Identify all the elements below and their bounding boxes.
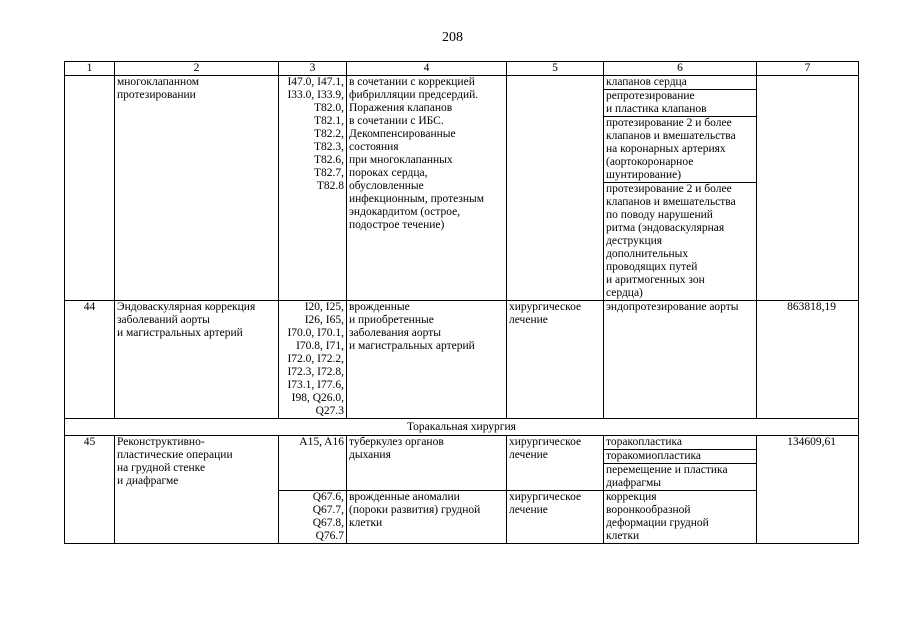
cell-treatment: хирургическое лечение xyxy=(507,491,604,544)
method-item: клапанов сердца xyxy=(604,76,756,90)
cell-care-type: многоклапанном протезировании xyxy=(115,76,279,301)
header-cell: 7 xyxy=(757,62,859,76)
cell-cost: 134609,61 xyxy=(757,436,859,544)
header-cell: 2 xyxy=(115,62,279,76)
cell-model: врожденные и приобретенные заболевания аорты и магистральных артерий xyxy=(347,301,507,419)
cell-method xyxy=(604,76,757,301)
header-cell: 5 xyxy=(507,62,604,76)
cell-method: эндопротезирование аорты xyxy=(604,301,757,419)
table-row-45 xyxy=(65,436,859,491)
cell-model: туберкулез органов дыхания xyxy=(347,436,507,491)
header-cell: 6 xyxy=(604,62,757,76)
cell-cost: 863818,19 xyxy=(757,301,859,419)
cell-treatment: хирургическое лечение xyxy=(507,436,604,491)
cell-treatment: хирургическое лечение xyxy=(507,301,604,419)
cell-treatment xyxy=(507,76,604,301)
medical-care-table xyxy=(64,61,859,544)
cell-method xyxy=(604,436,757,491)
cell-icd-codes: I20, I25, I26, I65, I70.0, I70.1, I70.8, I71, I72.0, I72.2, I72.3, I72.8, I73.1, I77.6, I98, Q26.0, Q27.3 xyxy=(279,301,347,419)
cell-number: 45 xyxy=(65,436,115,544)
page-number: 208 xyxy=(442,30,463,45)
section-title: Торакальная хирургия xyxy=(65,419,859,436)
cell-model: врожденные аномалии (пороки развития) грудной клетки xyxy=(347,491,507,544)
header-cell: 4 xyxy=(347,62,507,76)
cell-icd-codes: A15, A16 xyxy=(279,436,347,491)
method-item: репротезирование и пластика клапанов xyxy=(604,90,756,117)
header-row xyxy=(65,62,859,76)
method-item: протезирование 2 и более клапанов и вмешательства по поводу нарушений ритма (эндоваскулярная деструкция дополнительных проводящих путей и аритмогенных зон сердца) xyxy=(606,183,736,299)
method-item: перемещение и пластика диафрагмы xyxy=(606,464,728,489)
method-item: торакомиопластика xyxy=(604,450,756,464)
header-cell: 1 xyxy=(65,62,115,76)
table-row-continued xyxy=(65,76,859,301)
cell-icd-codes: Q67.6, Q67.7, Q67.8, Q76.7 xyxy=(279,491,347,544)
cell-method: коррекция воронкообразной деформации грудной клетки xyxy=(604,491,757,544)
cell-care-type: Реконструктивно- пластические операции на грудной стенке и диафрагме xyxy=(115,436,279,544)
table-row-44 xyxy=(65,301,859,419)
cell-number xyxy=(65,76,115,301)
cell-cost xyxy=(757,76,859,301)
cell-model: в сочетании с коррекцией фибрилляции предсердий. Поражения клапанов в сочетании с ИБС. Декомпенсированные состояния при многоклапанных пороках сердца, обусловленные инфекционным, протезным эндокардитом (острое, подострое течение) xyxy=(347,76,507,301)
cell-care-type: Эндоваскулярная коррекция заболеваний аорты и магистральных артерий xyxy=(115,301,279,419)
section-row xyxy=(65,419,859,436)
method-item: протезирование 2 и более клапанов и вмешательства на коронарных артериях (аортокоронарное шунтирование) xyxy=(604,117,756,183)
cell-number: 44 xyxy=(65,301,115,419)
method-item: торакопластика xyxy=(604,436,756,450)
header-cell: 3 xyxy=(279,62,347,76)
cell-icd-codes: I47.0, I47.1, I33.0, I33.9, T82.0, T82.1, T82.2, T82.3, T82.6, T82.7, T82.8 xyxy=(279,76,347,301)
